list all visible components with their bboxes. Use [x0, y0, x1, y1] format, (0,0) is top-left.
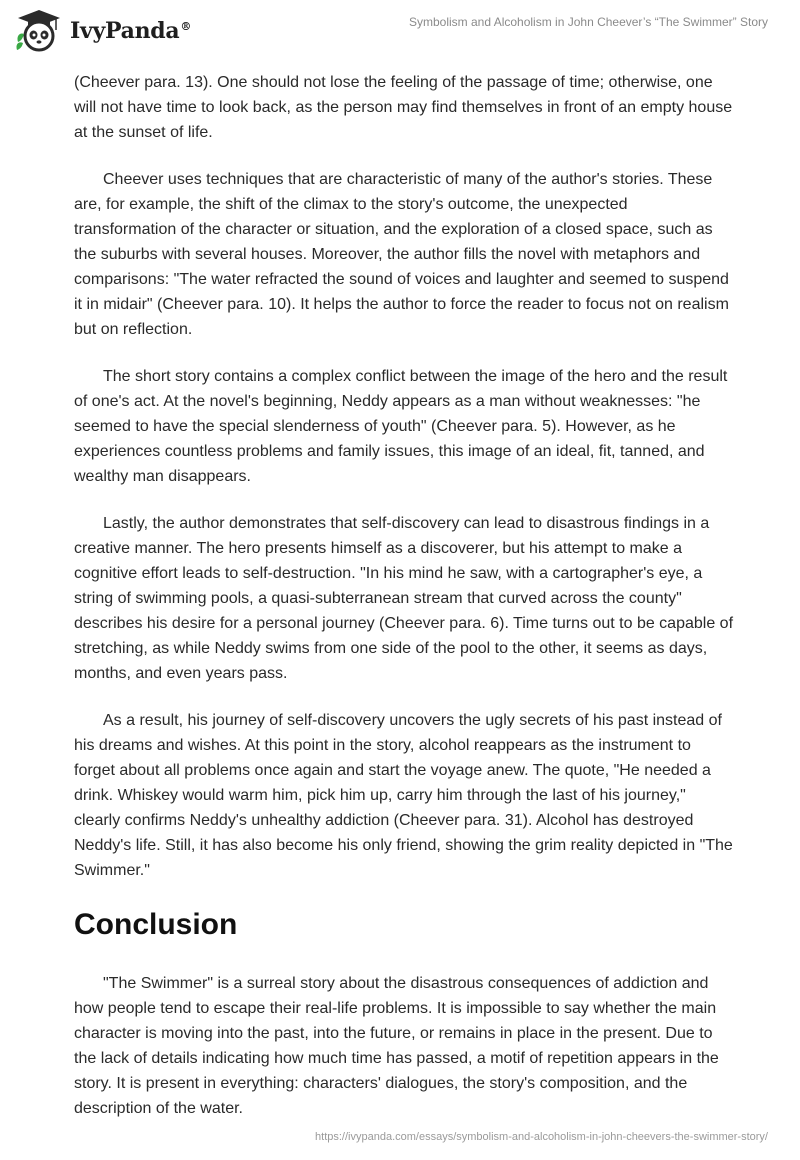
logo[interactable] — [14, 8, 191, 54]
article-body — [74, 70, 734, 1143]
logo-text: IvyPanda® — [70, 18, 192, 44]
paragraph: Lastly, the author demonstrates that self-discovery can lead to disastrous findings in a creative manner. The hero presents himself as a discoverer, but his attempt to make a cognitive effort leads to self-destruction. "In his mind he saw, with a cartographer's eye, a string of swimming pools, a quasi-subterranean stream that curved across the county" describes his desire for a personal journey (Cheever para. 6). Time turns out to be capable of stretching, as while Neddy swims from one side of the pool to the other, it seems as days, months, and even years pass. — [74, 515, 734, 682]
page-header — [0, 0, 800, 64]
paragraph: "The Swimmer" is a surreal story about the disastrous consequences of addiction and how people tend to escape their real-life problems. It is impossible to say whether the main character is moving into the past, into the future, or remains in place in the present. Due to the lack of details indicating how much time has passed, a motif of repetition appears in the story. It is present in everything: characters' dialogues, the story's composition, and the description of the water. — [74, 975, 719, 1117]
paragraph: (Cheever para. 13). One should not lose the feeling of the passage of time; otherwise, one will not have time to look back, as the person may find themselves in front of an empty house at the sunset of life. — [74, 74, 733, 141]
document-title: Symbolism and Alcoholism in John Cheever’s “The Swimmer” Story — [408, 15, 768, 29]
paragraph: As a result, his journey of self-discovery uncovers the ugly secrets of his past instead of his dreams and wishes. At this point in the story, alcohol reappears as the instrument to forget about all problems once again and start the voyage anew. The quote, "He needed a drink. Whiskey would warm him, pick him up, carry him through the last of his journey," clearly confirms Neddy's unhealthy addiction (Cheever para. 31). Alcohol has destroyed Neddy's life. Still, it has also become his only friend, showing the grim reality depicted in "The Swimmer." — [74, 712, 733, 879]
section-heading: Conclusion — [74, 908, 238, 941]
panda-logo-icon — [14, 8, 64, 54]
source-url[interactable]: https://ivypanda.com/essays/symbolism-and-alcoholism-in-john-cheevers-the-swimmer-story/ — [315, 1131, 768, 1143]
paragraph: Cheever uses techniques that are characteristic of many of the author's stories. These are, for example, the shift of the climax to the story's outcome, the unexpected transformation of the character or situation, and the exploration of a closed space, such as the suburbs with several houses. Moreover, the author fills the novel with metaphors and comparisons: "The water refracted the sound of voices and laughter and seemed to suspend it in midair" (Cheever para. 10). It helps the author to force the reader to focus not on realism but on reflection. — [74, 171, 729, 338]
paragraph: The short story contains a complex conflict between the image of the hero and the result of one's act. At the novel's beginning, Neddy appears as a man without weaknesses: "he seemed to have the special slenderness of youth" (Cheever para. 5). However, as he experiences countless problems and family issues, this image of an ideal, fit, tanned, and wealthy man disappears. — [74, 368, 728, 485]
